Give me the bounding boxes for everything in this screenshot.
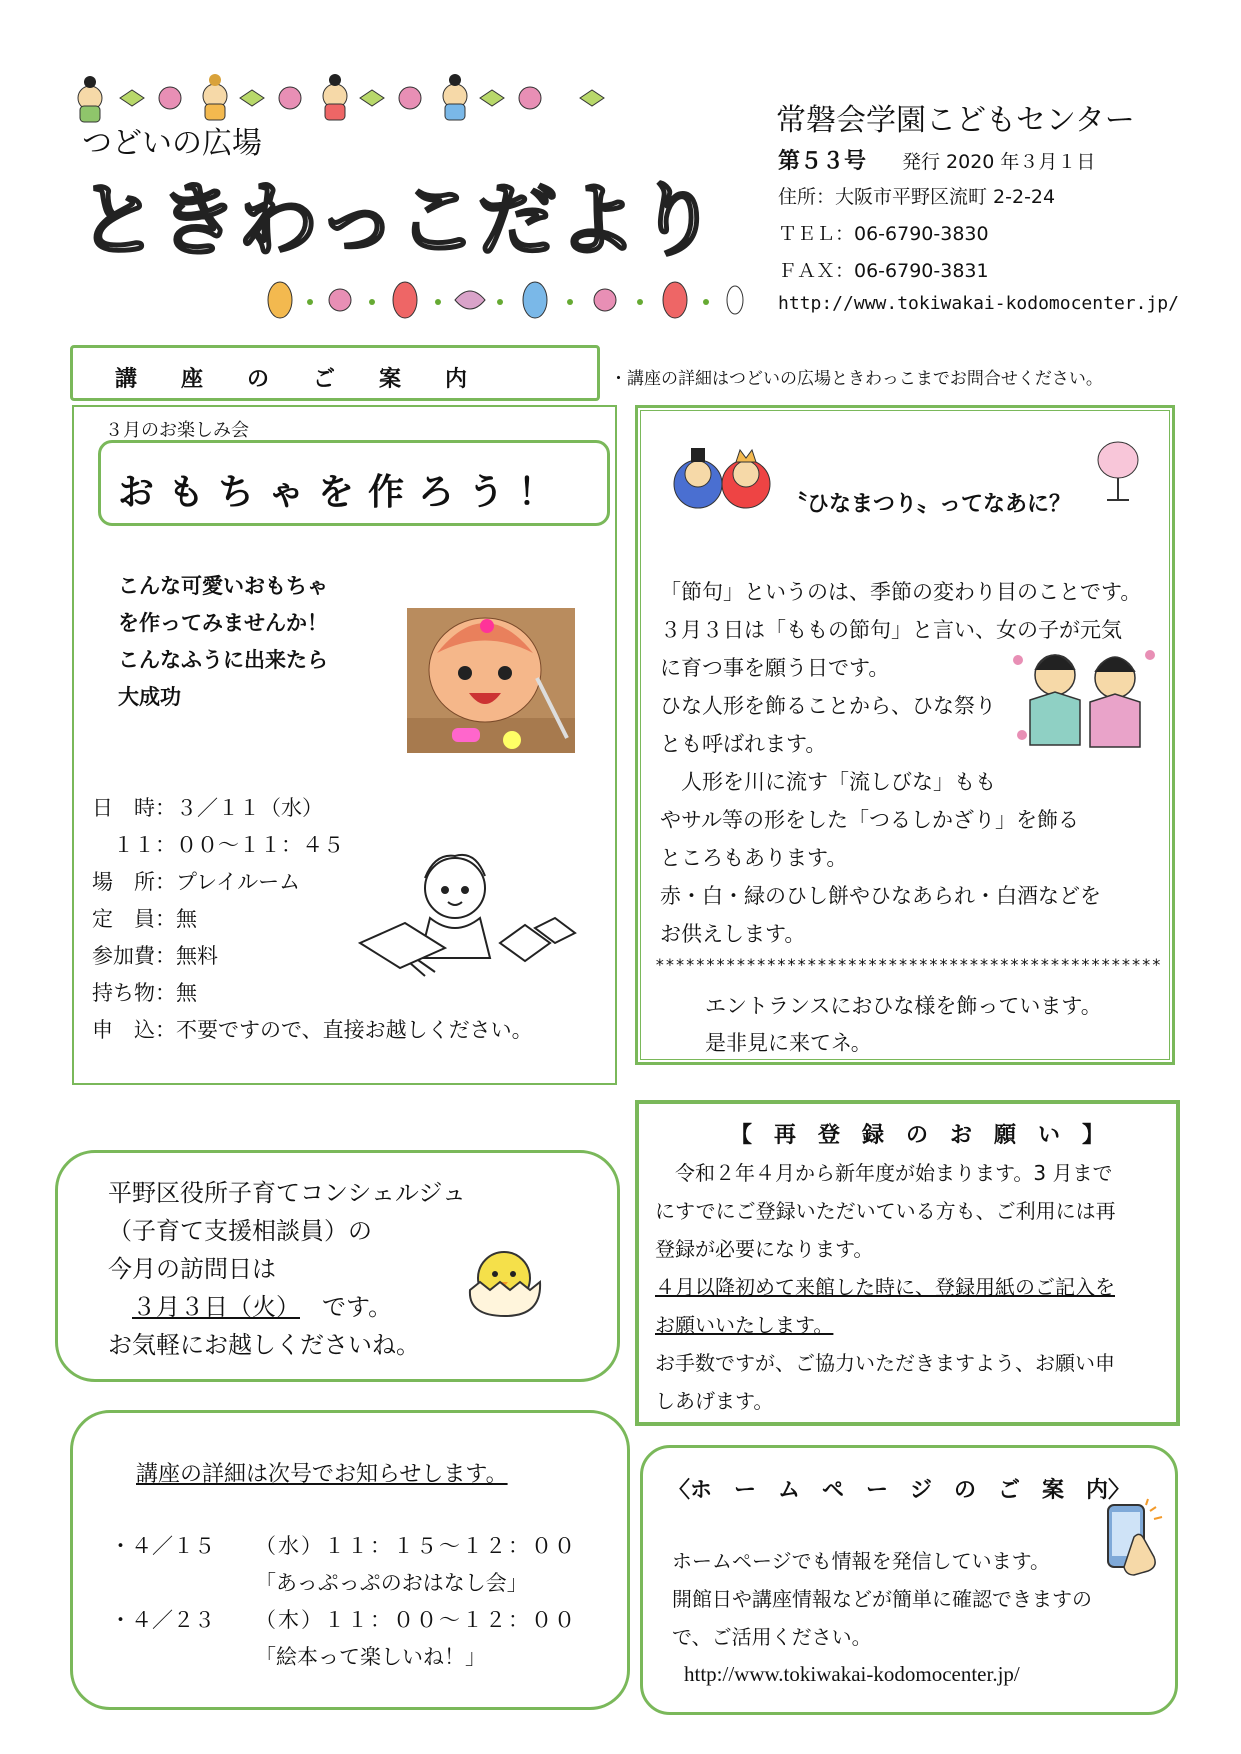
intro-line: を作ってみませんか！: [118, 611, 328, 635]
next-item-time: （木）１１：００～１２：００: [255, 1608, 577, 1632]
reregister-closing: しあげます。: [655, 1389, 774, 1413]
body-line: ひな人形を飾ることから、ひな祭り: [660, 694, 996, 718]
reregister-line: 登録が必要になります。: [655, 1237, 874, 1261]
body-line: ところもあります。: [660, 846, 848, 870]
event-title: おもちゃを作ろう！: [118, 472, 569, 513]
reregister-underlined: お願いいたします。: [655, 1313, 834, 1337]
intro-line: こんなふうに出来たら: [118, 648, 328, 672]
next-item-title: 「絵本って楽しいね！」: [255, 1645, 486, 1669]
detail-line: 持ち物：無: [92, 981, 197, 1005]
hinamatsuri-heading: 〝ひなまつり〟ってなあに？: [785, 492, 1072, 517]
website-url[interactable]: http://www.tokiwakai-kodomocenter.jp/: [778, 293, 1179, 314]
newsletter-title: [70, 170, 730, 270]
lantern-icon: [1093, 438, 1143, 508]
homepage-url[interactable]: http://www.tokiwakai-kodomocenter.jp/: [684, 1662, 1020, 1686]
body-line: に育つ事を願う日です。: [660, 656, 890, 680]
child-crafting-illustration: [350, 848, 580, 983]
smartphone-hand-icon: [1100, 1497, 1170, 1577]
concierge-closing: お気軽にお越しくださいね。: [108, 1331, 420, 1359]
reregister-line: にすでにご登録いただいている方も、ご利用には再: [655, 1199, 1116, 1223]
fax: ＦＡＸ：06-6790-3831: [778, 260, 989, 282]
concierge-date-suffix: です。: [322, 1293, 393, 1321]
hinamatsuri-footer-line: エントランスにおひな様を飾っています。: [705, 994, 1102, 1018]
hina-couple-icon: [672, 440, 772, 510]
svg-text:ときわっこだより: ときわっこだより: [78, 174, 718, 267]
course-note: ・講座の詳細はつどいの広場ときわっこまでお問合せください。: [610, 369, 1103, 389]
course-banner-label: 講 座 の ご 案 内: [115, 367, 468, 392]
detail-line: 日 時：３／１１（水）: [92, 796, 323, 820]
reregister-heading: 【 再 登 録 の お 願 い 】: [730, 1123, 1105, 1148]
toy-photo: [407, 608, 575, 753]
issue-number: 第５３号: [778, 149, 867, 174]
body-line: 人形を川に流す「流しびな」もも: [660, 770, 996, 794]
concierge-date: ３月３日（火）: [132, 1293, 300, 1321]
separator-line: **************************************************: [655, 955, 1162, 974]
kicker-text: つどいの広場: [82, 126, 262, 161]
hina-doll-icon: [78, 76, 102, 122]
concierge-line: 今月の訪問日は: [108, 1255, 276, 1283]
address: 住所：大阪市平野区流町 2-2-24: [778, 186, 1056, 208]
body-line: とも呼ばれます。: [660, 732, 827, 756]
body-line: ３月３日は「ももの節句」と言い、女の子が元気: [660, 618, 1122, 642]
hina-garland-bottom-decoration: [260, 270, 760, 330]
reregister-line: 令和２年４月から新年度が始まります。3 月まで: [655, 1161, 1113, 1185]
intro-line: こんな可愛いおもちゃ: [118, 574, 328, 598]
body-line: 「節句」というのは、季節の変わり目のことです。: [660, 580, 1142, 604]
reregister-underlined: ４月以降初めて来館した時に、登録用紙のご記入を: [655, 1275, 1115, 1299]
detail-line: 定 員：無: [92, 907, 197, 931]
body-line: お供えします。: [660, 922, 806, 946]
chick-egg-icon: [462, 1240, 547, 1325]
detail-line: １１：００～１１：４５: [92, 833, 344, 857]
issue-date: 発行 2020 年３月１日: [902, 151, 1096, 173]
homepage-line: ホームページでも情報を発信しています。: [672, 1549, 1050, 1573]
detail-line: 申 込：不要ですので、直接お越しください。: [92, 1018, 533, 1042]
tel: ＴＥＬ：06-6790-3830: [778, 223, 989, 245]
concierge-line: 平野区役所子育てコンシェルジュ: [108, 1179, 466, 1207]
next-issue-heading: 講座の詳細は次号でお知らせします。: [136, 1462, 508, 1487]
next-item-title: 「あっぷっぷのおはなし会」: [255, 1571, 528, 1595]
body-line: 赤・白・緑のひし餅やひなあられ・白酒などを: [660, 884, 1101, 908]
next-item-time: （水）１１：１５～１２：００: [255, 1534, 577, 1558]
homepage-line: で、ご活用ください。: [672, 1625, 872, 1649]
detail-line: 参加費：無料: [92, 944, 218, 968]
org-name: 常磐会学園こどもセンター: [776, 103, 1135, 138]
hina-children-illustration: [1010, 640, 1160, 750]
reregister-closing: お手数ですが、ご協力いただきますよう、お願い申: [655, 1351, 1115, 1375]
intro-line: 大成功: [118, 685, 181, 709]
next-item-date: ・４／１５: [110, 1534, 215, 1558]
event-caption: ３月のお楽しみ会: [105, 420, 249, 441]
next-item-date: ・４／２３: [110, 1608, 215, 1632]
hinamatsuri-footer-line: 是非見に来てネ。: [705, 1031, 872, 1055]
concierge-line: （子育て支援相談員）の: [108, 1217, 372, 1245]
homepage-line: 開館日や講座情報などが簡単に確認できますの: [672, 1587, 1092, 1611]
body-line: やサル等の形をした「つるしかざり」を飾る: [660, 808, 1079, 832]
detail-line: 場 所：プレイルーム: [92, 870, 301, 894]
homepage-heading: 〈ホ ー ム ペ ー ジ の ご 案 内〉: [668, 1478, 1131, 1503]
